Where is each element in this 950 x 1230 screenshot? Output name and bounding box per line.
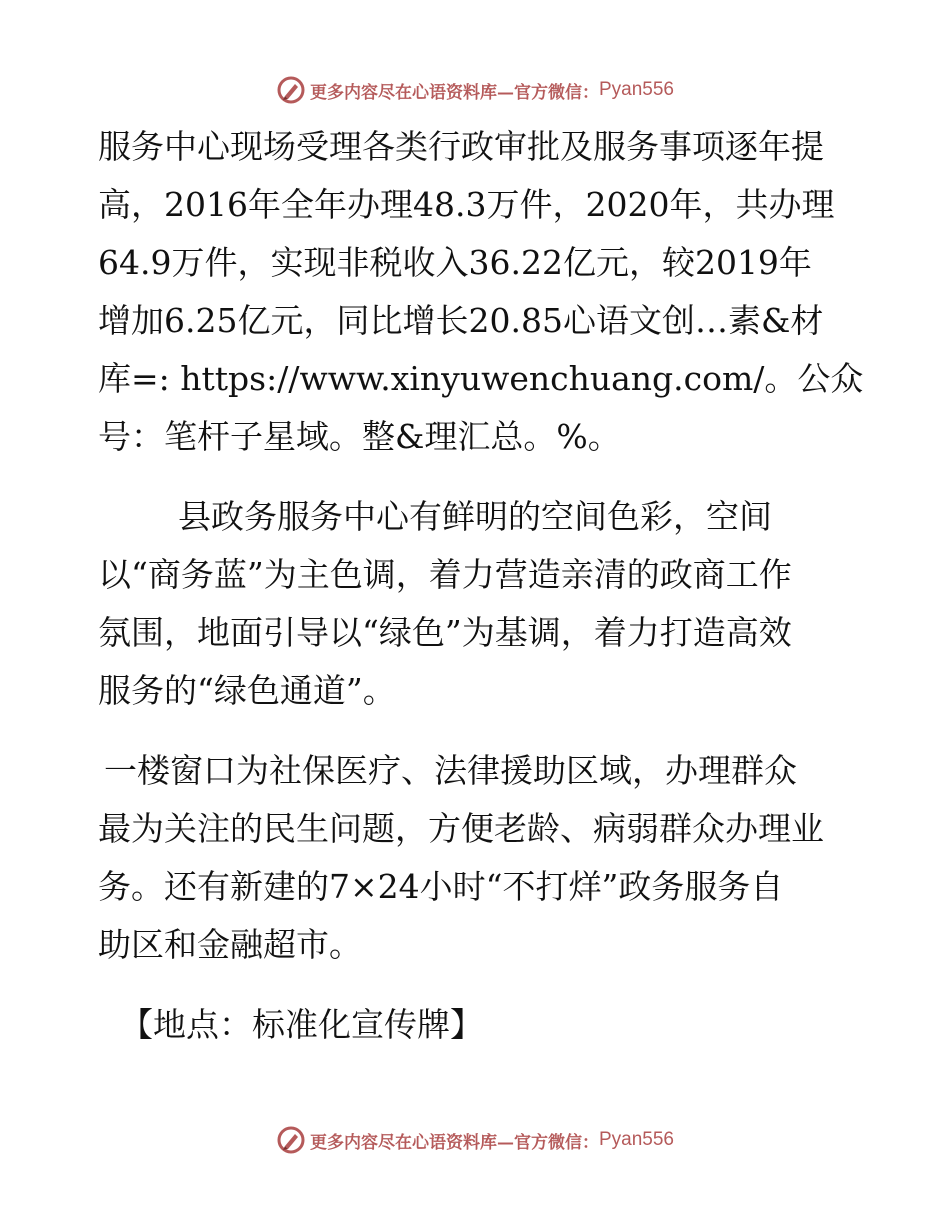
text-line: 服务中心现场受理各类行政审批及服务事项逐年提: [98, 127, 824, 166]
paragraph-1: [98, 118, 864, 466]
text-line: 一楼窗口为社保医疗、法律援助区域，办理群众: [104, 751, 797, 790]
header-banner: [0, 70, 950, 110]
text-line: 64.9万件，实现非税收入36.22亿元，较2019年: [98, 243, 812, 282]
pen-logo-icon: [276, 75, 306, 105]
text-line: 库=: https://www.xinyuwenchuang.com/。公众: [98, 359, 864, 398]
banner-text: 更多内容尽在心语资料库—官方微信：: [309, 1132, 599, 1153]
location-heading: [98, 996, 853, 1054]
document-body: [98, 118, 864, 1054]
paragraph-2: [98, 488, 853, 720]
paragraph-3: [98, 742, 853, 974]
text-line: 务。还有新建的7×24小时“不打烊”政务服务自: [98, 867, 784, 906]
text-line: 号：笔杆子星域。整&理汇总。%。: [98, 417, 621, 456]
text-line: 县政务服务中心有鲜明的空间色彩，空间: [178, 497, 772, 536]
text-line: 【地点：标准化宣传牌】: [120, 1005, 483, 1044]
text-line: 以“商务蓝”为主色调，着力营造亲清的政商工作: [98, 555, 792, 594]
banner-text: 更多内容尽在心语资料库—官方微信：: [309, 82, 599, 103]
footer-banner: [0, 1120, 950, 1160]
text-line: 增加6.25亿元，同比增长20.85心语文创…素&材: [98, 301, 824, 340]
text-line: 最为关注的民生问题，方便老龄、病弱群众办理业: [98, 809, 824, 848]
text-line: 氛围，地面引导以“绿色”为基调，着力打造高效: [98, 613, 792, 652]
text-line: 服务的“绿色通道”。: [98, 671, 396, 710]
banner-wechat-id: Pyan556: [598, 1129, 674, 1150]
text-line: 助区和金融超市。: [98, 925, 362, 964]
banner-wechat-id: Pyan556: [598, 79, 674, 100]
text-line: 高，2016年全年办理48.3万件，2020年，共办理: [98, 185, 835, 224]
pen-logo-icon: [276, 1125, 306, 1155]
